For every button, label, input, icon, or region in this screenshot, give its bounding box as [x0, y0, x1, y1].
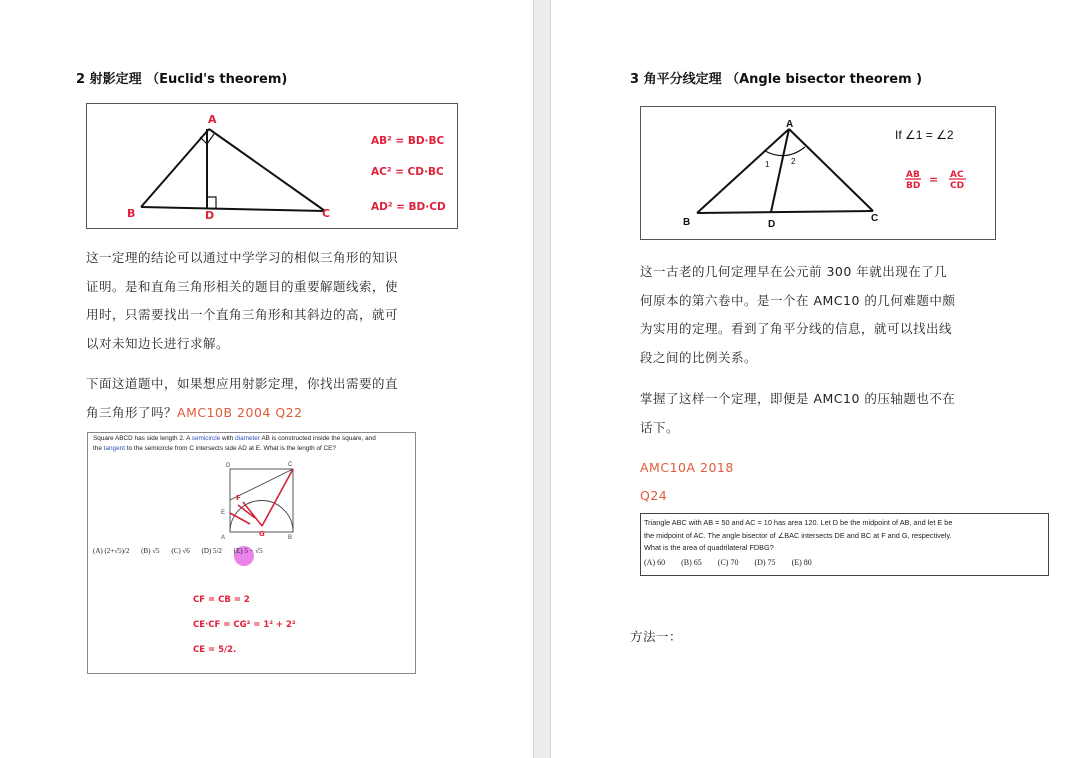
answer-choices: (A) (2+√5)/2 (B) √5 (C) √6 (D) 5/2 (E) 5 − √5	[93, 547, 263, 555]
relation-ad: AD² = BD·CD	[371, 201, 446, 213]
relation-ac: AC² = CD·BC	[371, 166, 444, 178]
ratio-right-num: AC	[950, 170, 964, 180]
svg-text:C: C	[288, 462, 293, 468]
bisector-figure	[640, 106, 996, 240]
equal-angle-condition: If ∠1 = ∠2	[895, 128, 954, 142]
point-a-label: A	[208, 113, 217, 126]
right-page	[551, 0, 1080, 758]
amc10b-problem	[87, 432, 416, 674]
point-d-label: D	[768, 219, 776, 230]
page-gutter	[533, 0, 551, 758]
point-b-label: B	[127, 207, 136, 220]
handwritten-solution: CF = CB = 2 CE·CF = CG² = 1² + 2² CE = 5/2.	[193, 595, 296, 655]
question-prompt: 下面这道题中，如果想应用射影定理，你找出需要的直 角三角形了吗？AMC10B 2004 Q22	[86, 376, 399, 420]
ratio-equals: =	[929, 173, 939, 186]
point-f-label: F	[236, 494, 241, 502]
answer-choices: (A) 60 (B) 65 (C) 70 (D) 75 (E) 80	[644, 558, 812, 567]
svg-text:A: A	[221, 535, 226, 541]
section-heading-bisector: 3 角平分线定理 （Angle bisector theorem )	[630, 72, 923, 87]
euclid-figure	[86, 103, 458, 229]
q24-reference-link[interactable]: Q24	[640, 488, 668, 503]
point-d-label: D	[205, 209, 215, 222]
point-g-label: G	[259, 530, 265, 538]
ratio-left-num: AB	[906, 170, 920, 180]
point-a-label: A	[786, 119, 794, 130]
problem-statement: Triangle ABC with AB = 50 and AC = 10 has area 120. Let D be the midpoint of AB, and let E be the midpoint of AC. The angle bisector of ∠BAC intersects DE and BC at F and G, respectively. What is the area of quadrilateral FDBG?	[644, 518, 953, 552]
svg-text:D: D	[226, 463, 231, 469]
problem-statement: Square ABCD has side length 2. A semicircle with diameter AB is constructed inside the square, and the tangent to the semicircle from C intersects side AD at E. What is the length of CE?	[93, 435, 376, 452]
euclid-explanation: 这一定理的结论可以通过中学学习的相似三角形的知识 证明。是和直角三角形相关的题目的重要解题线索，使 用时，只需要找出一个直角三角形和其斜边的高，就可 以对未知边长进行求解。	[86, 250, 399, 351]
relation-ab: AB² = BD·BC	[371, 135, 445, 147]
amc10a-problem	[640, 513, 1049, 576]
amc10a-reference-link[interactable]: AMC10A 2018	[640, 460, 734, 475]
svg-text:B: B	[288, 535, 293, 541]
svg-text:E: E	[221, 510, 226, 516]
ratio-right-den: CD	[950, 181, 965, 191]
section-heading-euclid: 2 射影定理 （Euclid's theorem)	[76, 72, 288, 87]
bisector-explanation: 这一古老的几何定理早在公元前 300 年就出现在了几 何原本的第六卷中。是一个在 AMC10 的几何难题中颇 为实用的定理。看到了角平分线的信息，就可以找出线 段之间的比例关系。	[640, 264, 956, 365]
point-c-label: C	[322, 207, 331, 220]
left-page	[0, 0, 533, 758]
angle-1-label: 1	[765, 160, 770, 169]
amc-note: 掌握了这样一个定理，即便是 AMC10 的压轴题也不在 话下。	[640, 391, 956, 435]
point-b-label: B	[683, 217, 691, 228]
point-c-label: C	[871, 213, 879, 224]
amc-reference-link[interactable]: AMC10B 2004 Q22	[177, 404, 303, 420]
angle-2-label: 2	[791, 157, 796, 166]
method-one-label: 方法一：	[630, 629, 683, 644]
ratio-left-den: BD	[906, 181, 921, 191]
